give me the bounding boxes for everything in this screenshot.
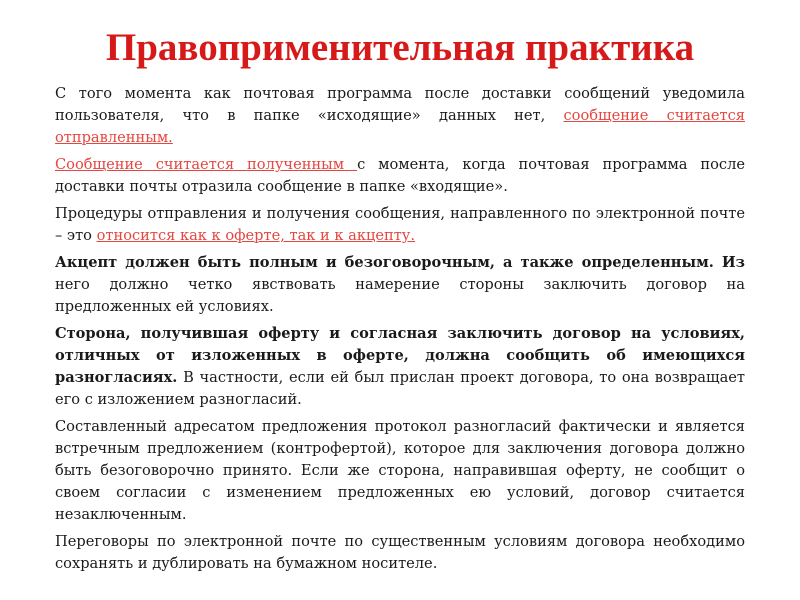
paragraph-acceptance bbox=[55, 252, 745, 318]
highlight-sent: сообщение считается отправленным. bbox=[55, 107, 745, 146]
paragraph-text: Процедуры отправления и получения сообщения, направленного по электронной почте – это bbox=[55, 205, 745, 244]
highlight-received: Сообщение считается полученным bbox=[55, 156, 358, 173]
paragraph-text: Переговоры по электронной почте по существенным условиям договора необходимо сохранять и дублировать на бумажном носителе. bbox=[55, 533, 745, 572]
paragraph-received bbox=[55, 154, 745, 198]
paragraph-text: Составленный адресатом предложения протокол разногласий фактически и является встречным предложением (контрофертой), которое для заключения договора должно быть безоговорочно принято. Если же сторона, направившая оферту, не сообщит о своем согласии с изменением предложенных ею условий, договор считается незаключенным. bbox=[55, 418, 745, 523]
paragraph-disagreement bbox=[55, 323, 745, 411]
paragraph-text: В частности, если ей был прислан проект договора, то она возвращает его с изложением разногласий. bbox=[55, 369, 745, 408]
paragraph-sent bbox=[55, 83, 745, 149]
bold-statement: Акцепт должен быть полным и безоговорочным, а также определенным. Из bbox=[55, 254, 745, 271]
bold-statement: Сторона, получившая оферту и согласная заключить договор на условиях, отличных от изложенных в оферте, должна сообщить об имеющихся разногласиях. bbox=[55, 325, 745, 386]
paragraph-procedures bbox=[55, 203, 745, 247]
paragraph-text: него должно четко явствовать намерение стороны заключить договор на предложенных ей условиях. bbox=[55, 276, 745, 315]
paragraph-text: С того момента как почтовая программа после доставки сообщений уведомила пользователя, что в папке «исходящие» данных нет, bbox=[55, 85, 745, 124]
slide-title: Правоприменительная практика bbox=[105, 26, 695, 69]
slide-content bbox=[55, 83, 745, 580]
highlight-offer-acceptance: относится как к оферте, так и к акцепту. bbox=[96, 227, 416, 244]
paragraph-counteroffer bbox=[55, 416, 745, 526]
paragraph-text: с момента, когда почтовая программа после доставки почты отразила сообщение в папке «входящие». bbox=[55, 156, 745, 195]
paragraph-negotiations bbox=[55, 531, 745, 575]
